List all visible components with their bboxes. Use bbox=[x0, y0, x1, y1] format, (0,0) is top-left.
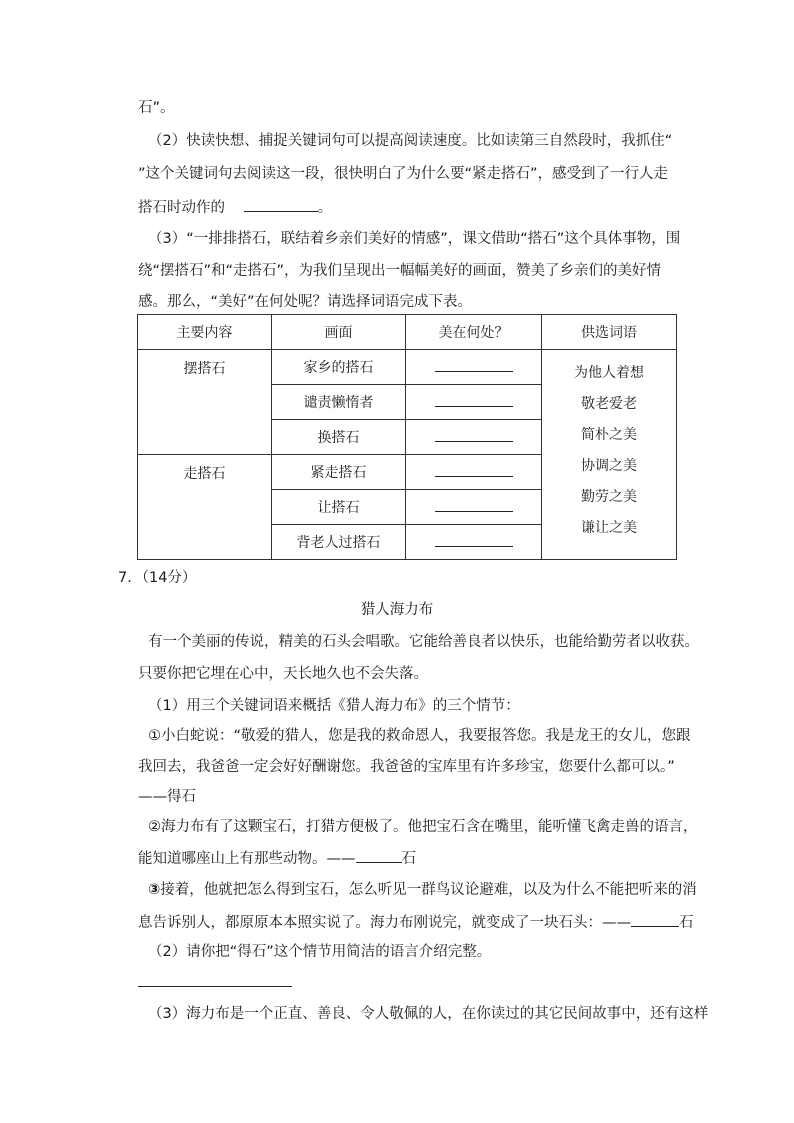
clue-1-line-1: ①小白蛇说：“敬爱的猎人，您是我的救命恩人，我要报答您。我是龙王的女儿，您跟 bbox=[148, 728, 691, 744]
question-3-line-3: 感。那么，“美好”在何处呢？请选择词语完成下表。 bbox=[138, 294, 473, 310]
table-group-cell: 摆搭石 bbox=[138, 350, 272, 455]
text: 。 bbox=[317, 200, 333, 216]
table-blank-cell[interactable] bbox=[406, 455, 542, 490]
answer-blank[interactable] bbox=[435, 394, 513, 407]
text: 接着，他就把怎么得到宝石，怎么听见一群鸟议论避难，以及为什么不能把听来的消 bbox=[160, 882, 697, 898]
question-2-line-3 bbox=[138, 197, 678, 218]
circled-number: ③ bbox=[148, 882, 161, 898]
question-2-line-2: ”这个关键词句去阅读这一段，很快明白了为什么要“紧走搭石”，感受到了一行人走 bbox=[138, 166, 669, 182]
word-option: 谦让之美 bbox=[581, 520, 637, 536]
answer-blank[interactable] bbox=[356, 848, 402, 863]
word-option: 简朴之美 bbox=[581, 427, 637, 443]
answer-blank[interactable] bbox=[435, 534, 513, 547]
intro-line-2: 只要你把它埋在心中，天长地久也不会失落。 bbox=[138, 666, 428, 682]
passage-title: 猎人海力布 bbox=[360, 602, 434, 618]
answer-line[interactable] bbox=[138, 986, 292, 987]
table-cell: 谴责懒惰者 bbox=[272, 385, 406, 420]
word-option: 敬老爱老 bbox=[581, 396, 637, 412]
table-blank-cell[interactable] bbox=[406, 385, 542, 420]
clue-1-line-3: ——得石 bbox=[138, 789, 196, 805]
answer-table bbox=[137, 314, 677, 560]
word-option: 协调之美 bbox=[581, 458, 637, 474]
text: 石 bbox=[679, 915, 694, 931]
answer-blank[interactable] bbox=[435, 499, 513, 512]
answer-blank[interactable] bbox=[435, 464, 513, 477]
word-option: 为他人着想 bbox=[574, 365, 644, 381]
answer-blank[interactable] bbox=[435, 429, 513, 442]
table-blank-cell[interactable] bbox=[406, 350, 542, 385]
table-cell: 背老人过搭石 bbox=[272, 525, 406, 560]
sub-question-1: （1）用三个关键词语来概括《猎人海力布》的三个情节： bbox=[148, 698, 520, 714]
question-3-line-2: 绕“摆搭石”和“走搭石”，为我们呈现出一幅幅美好的画面，赞美了乡亲们的美好情 bbox=[138, 263, 662, 279]
table-cell: 换搭石 bbox=[272, 420, 406, 455]
word-bank-cell bbox=[542, 350, 677, 560]
answer-blank[interactable] bbox=[435, 359, 513, 372]
text: 石 bbox=[401, 851, 416, 867]
text-line: 石”。 bbox=[138, 100, 175, 116]
clue-2-line-2 bbox=[138, 848, 678, 869]
answer-blank[interactable] bbox=[631, 912, 679, 927]
question-3-line-1: （3）“一排排搭石，联结着乡亲们美好的情感”，课文借助“搭石”这个具体事物，围 bbox=[148, 231, 681, 247]
answer-blank[interactable] bbox=[244, 197, 318, 212]
question-2-line-1: （2）快读快想、捕捉关键词句可以提高阅读速度。比如读第三自然段时，我抓住“ bbox=[148, 133, 673, 149]
clue-1-line-2: 我回去，我爸爸一定会好好酬谢您。我爸爸的宝库里有许多珍宝，您要什么都可以。” bbox=[138, 759, 675, 775]
table-header: 供选词语 bbox=[542, 315, 677, 350]
table-blank-cell[interactable] bbox=[406, 420, 542, 455]
sub-question-2: （2）请你把“得石”这个情节用简洁的语言介绍完整。 bbox=[148, 944, 492, 960]
table-header: 画面 bbox=[272, 315, 406, 350]
question-number: 7．（14分） bbox=[118, 570, 197, 586]
table-cell: 紧走搭石 bbox=[272, 455, 406, 490]
table-header: 主要内容 bbox=[138, 315, 272, 350]
sub-question-3: （3）海力布是一个正直、善良、令人敬佩的人，在你读过的其它民间故事中，还有这样 bbox=[148, 1006, 709, 1022]
intro-line-1: 有一个美丽的传说，精美的石头会唱歌。它能给善良者以快乐，也能给勤劳者以收获。 bbox=[148, 634, 699, 650]
text: 能知道哪座山上有那些动物。—— bbox=[138, 851, 356, 867]
clue-3-line-2 bbox=[138, 912, 694, 933]
clue-3-line-1 bbox=[148, 880, 697, 900]
table-header: 美在何处？ bbox=[406, 315, 542, 350]
word-option: 勤劳之美 bbox=[581, 489, 637, 505]
table-blank-cell[interactable] bbox=[406, 525, 542, 560]
table-group-cell: 走搭石 bbox=[138, 455, 272, 560]
text: 搭石时动作的 bbox=[138, 200, 225, 216]
table-cell: 家乡的搭石 bbox=[272, 350, 406, 385]
table-cell: 让搭石 bbox=[272, 490, 406, 525]
text: 息告诉别人，都原原本本照实说了。海力布刚说完，就变成了一块石头：—— bbox=[138, 915, 631, 931]
table-blank-cell[interactable] bbox=[406, 490, 542, 525]
clue-2-line-1: ②海力布有了这颗宝石，打猎方便极了。他把宝石含在嘴里，能听懂飞禽走兽的语言， bbox=[148, 819, 698, 835]
